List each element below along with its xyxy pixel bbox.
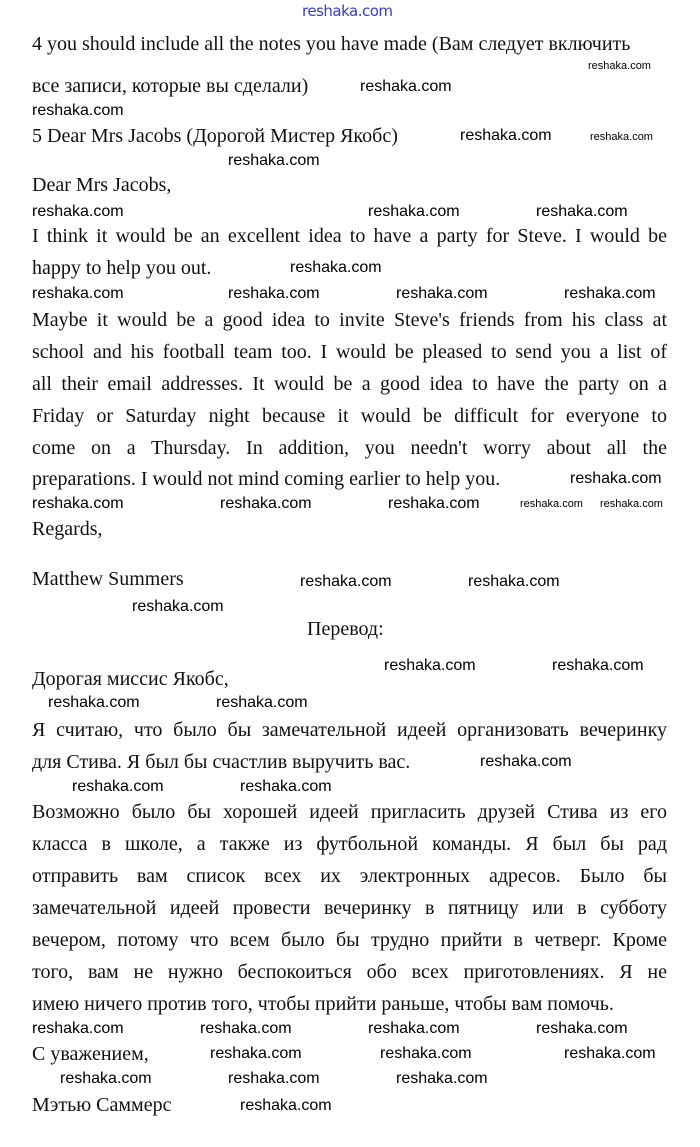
watermark: reshaka.com: [32, 203, 124, 220]
text-line: Я считаю, что было бы замечательной идеей организовать вечеринку: [32, 719, 667, 741]
letter-salutation: Dear Mrs Jacobs,: [32, 174, 172, 196]
text-line: school and his football team too. I would be pleased to send you a list of: [32, 341, 667, 363]
watermark: reshaka.com: [460, 127, 552, 144]
text-line: Friday or Saturday night because it would be difficult for everyone to: [32, 405, 667, 427]
letter-closing: С уважением,: [32, 1043, 149, 1065]
text-line: I think it would be an excellent idea to have a party for Steve. I would be: [32, 225, 667, 247]
watermark: reshaka.com: [240, 1097, 332, 1114]
watermark: reshaka.com: [590, 131, 653, 143]
text-line: класса в школе, а также из футбольной команды. Я был бы рад: [32, 833, 667, 855]
watermark: reshaka.com: [396, 285, 488, 302]
translation-heading: Перевод:: [307, 618, 384, 640]
text-line: для Стива. Я был бы счастлив выручить вас.: [32, 751, 411, 773]
watermark: reshaka.com: [228, 152, 320, 169]
watermark: reshaka.com: [210, 1045, 302, 1062]
watermark: reshaka.com: [600, 498, 663, 510]
text-line: Возможно было бы хорошей идеей пригласить друзей Стива из его: [32, 801, 667, 823]
watermark: reshaka.com: [72, 778, 164, 795]
text-line: 4 you should include all the notes you have made (Вам следует включить: [32, 33, 631, 55]
watermark: reshaka.com: [368, 203, 460, 220]
watermark: reshaka.com: [60, 1070, 152, 1087]
watermark: reshaka.com: [588, 60, 651, 72]
text-line: все записи, которые вы сделали): [32, 75, 309, 97]
watermark: reshaka.com: [240, 778, 332, 795]
watermark: reshaka.com: [380, 1045, 472, 1062]
watermark: reshaka.com: [396, 1070, 488, 1087]
watermark: reshaka.com: [228, 285, 320, 302]
text-line: отправить вам список всех их электронных адресов. Было бы: [32, 865, 667, 887]
watermark: reshaka.com: [520, 498, 583, 510]
watermark: reshaka.com: [32, 285, 124, 302]
watermark: reshaka.com: [388, 495, 480, 512]
letter-signature: Мэтью Саммерс: [32, 1094, 172, 1116]
watermark: reshaka.com: [564, 285, 656, 302]
watermark: reshaka.com: [32, 495, 124, 512]
watermark: reshaka.com: [290, 259, 382, 276]
watermark: reshaka.com: [368, 1020, 460, 1037]
watermark: reshaka.com: [32, 102, 124, 119]
text-line: Maybe it would be a good idea to invite Steve's friends from his class at: [32, 309, 667, 331]
text-line: happy to help you out.: [32, 257, 212, 279]
watermark: reshaka.com: [570, 470, 662, 487]
watermark: reshaka.com: [360, 78, 452, 95]
watermark: reshaka.com: [32, 1020, 124, 1037]
watermark: reshaka.com: [564, 1045, 656, 1062]
watermark: reshaka.com: [552, 657, 644, 674]
letter-salutation: Дорогая миссис Якобс,: [32, 668, 229, 690]
watermark: reshaka.com: [480, 753, 572, 770]
watermark: reshaka.com: [228, 1070, 320, 1087]
watermark: reshaka.com: [300, 573, 392, 590]
watermark: reshaka.com: [200, 1020, 292, 1037]
watermark: reshaka.com: [220, 495, 312, 512]
text-line: all their email addresses. It would be a good idea to have the party on a: [32, 373, 667, 395]
header-watermark: reshaka.com: [302, 2, 393, 20]
text-line: 5 Dear Mrs Jacobs (Дорогой Мистер Якобс): [32, 125, 398, 147]
text-line: замечательной идеей провести вечеринку в пятницу или в субботу: [32, 897, 667, 919]
watermark: reshaka.com: [468, 573, 560, 590]
watermark: reshaka.com: [384, 657, 476, 674]
text-line: preparations. I would not mind coming earlier to help you.: [32, 468, 501, 490]
watermark: reshaka.com: [48, 694, 140, 711]
watermark: reshaka.com: [536, 1020, 628, 1037]
watermark: reshaka.com: [132, 598, 224, 615]
watermark: reshaka.com: [536, 203, 628, 220]
text-line: того, вам не нужно беспокоиться обо всех приготовлениях. Я не: [32, 961, 667, 983]
text-line: come on a Thursday. In addition, you needn't worry about all the: [32, 437, 667, 459]
letter-closing: Regards,: [32, 518, 103, 540]
letter-signature: Matthew Summers: [32, 568, 184, 590]
text-line: вечером, потому что всем было бы трудно прийти в четверг. Кроме: [32, 929, 667, 951]
watermark: reshaka.com: [216, 694, 308, 711]
text-line: имею ничего против того, чтобы прийти раньше, чтобы вам помочь.: [32, 993, 614, 1015]
